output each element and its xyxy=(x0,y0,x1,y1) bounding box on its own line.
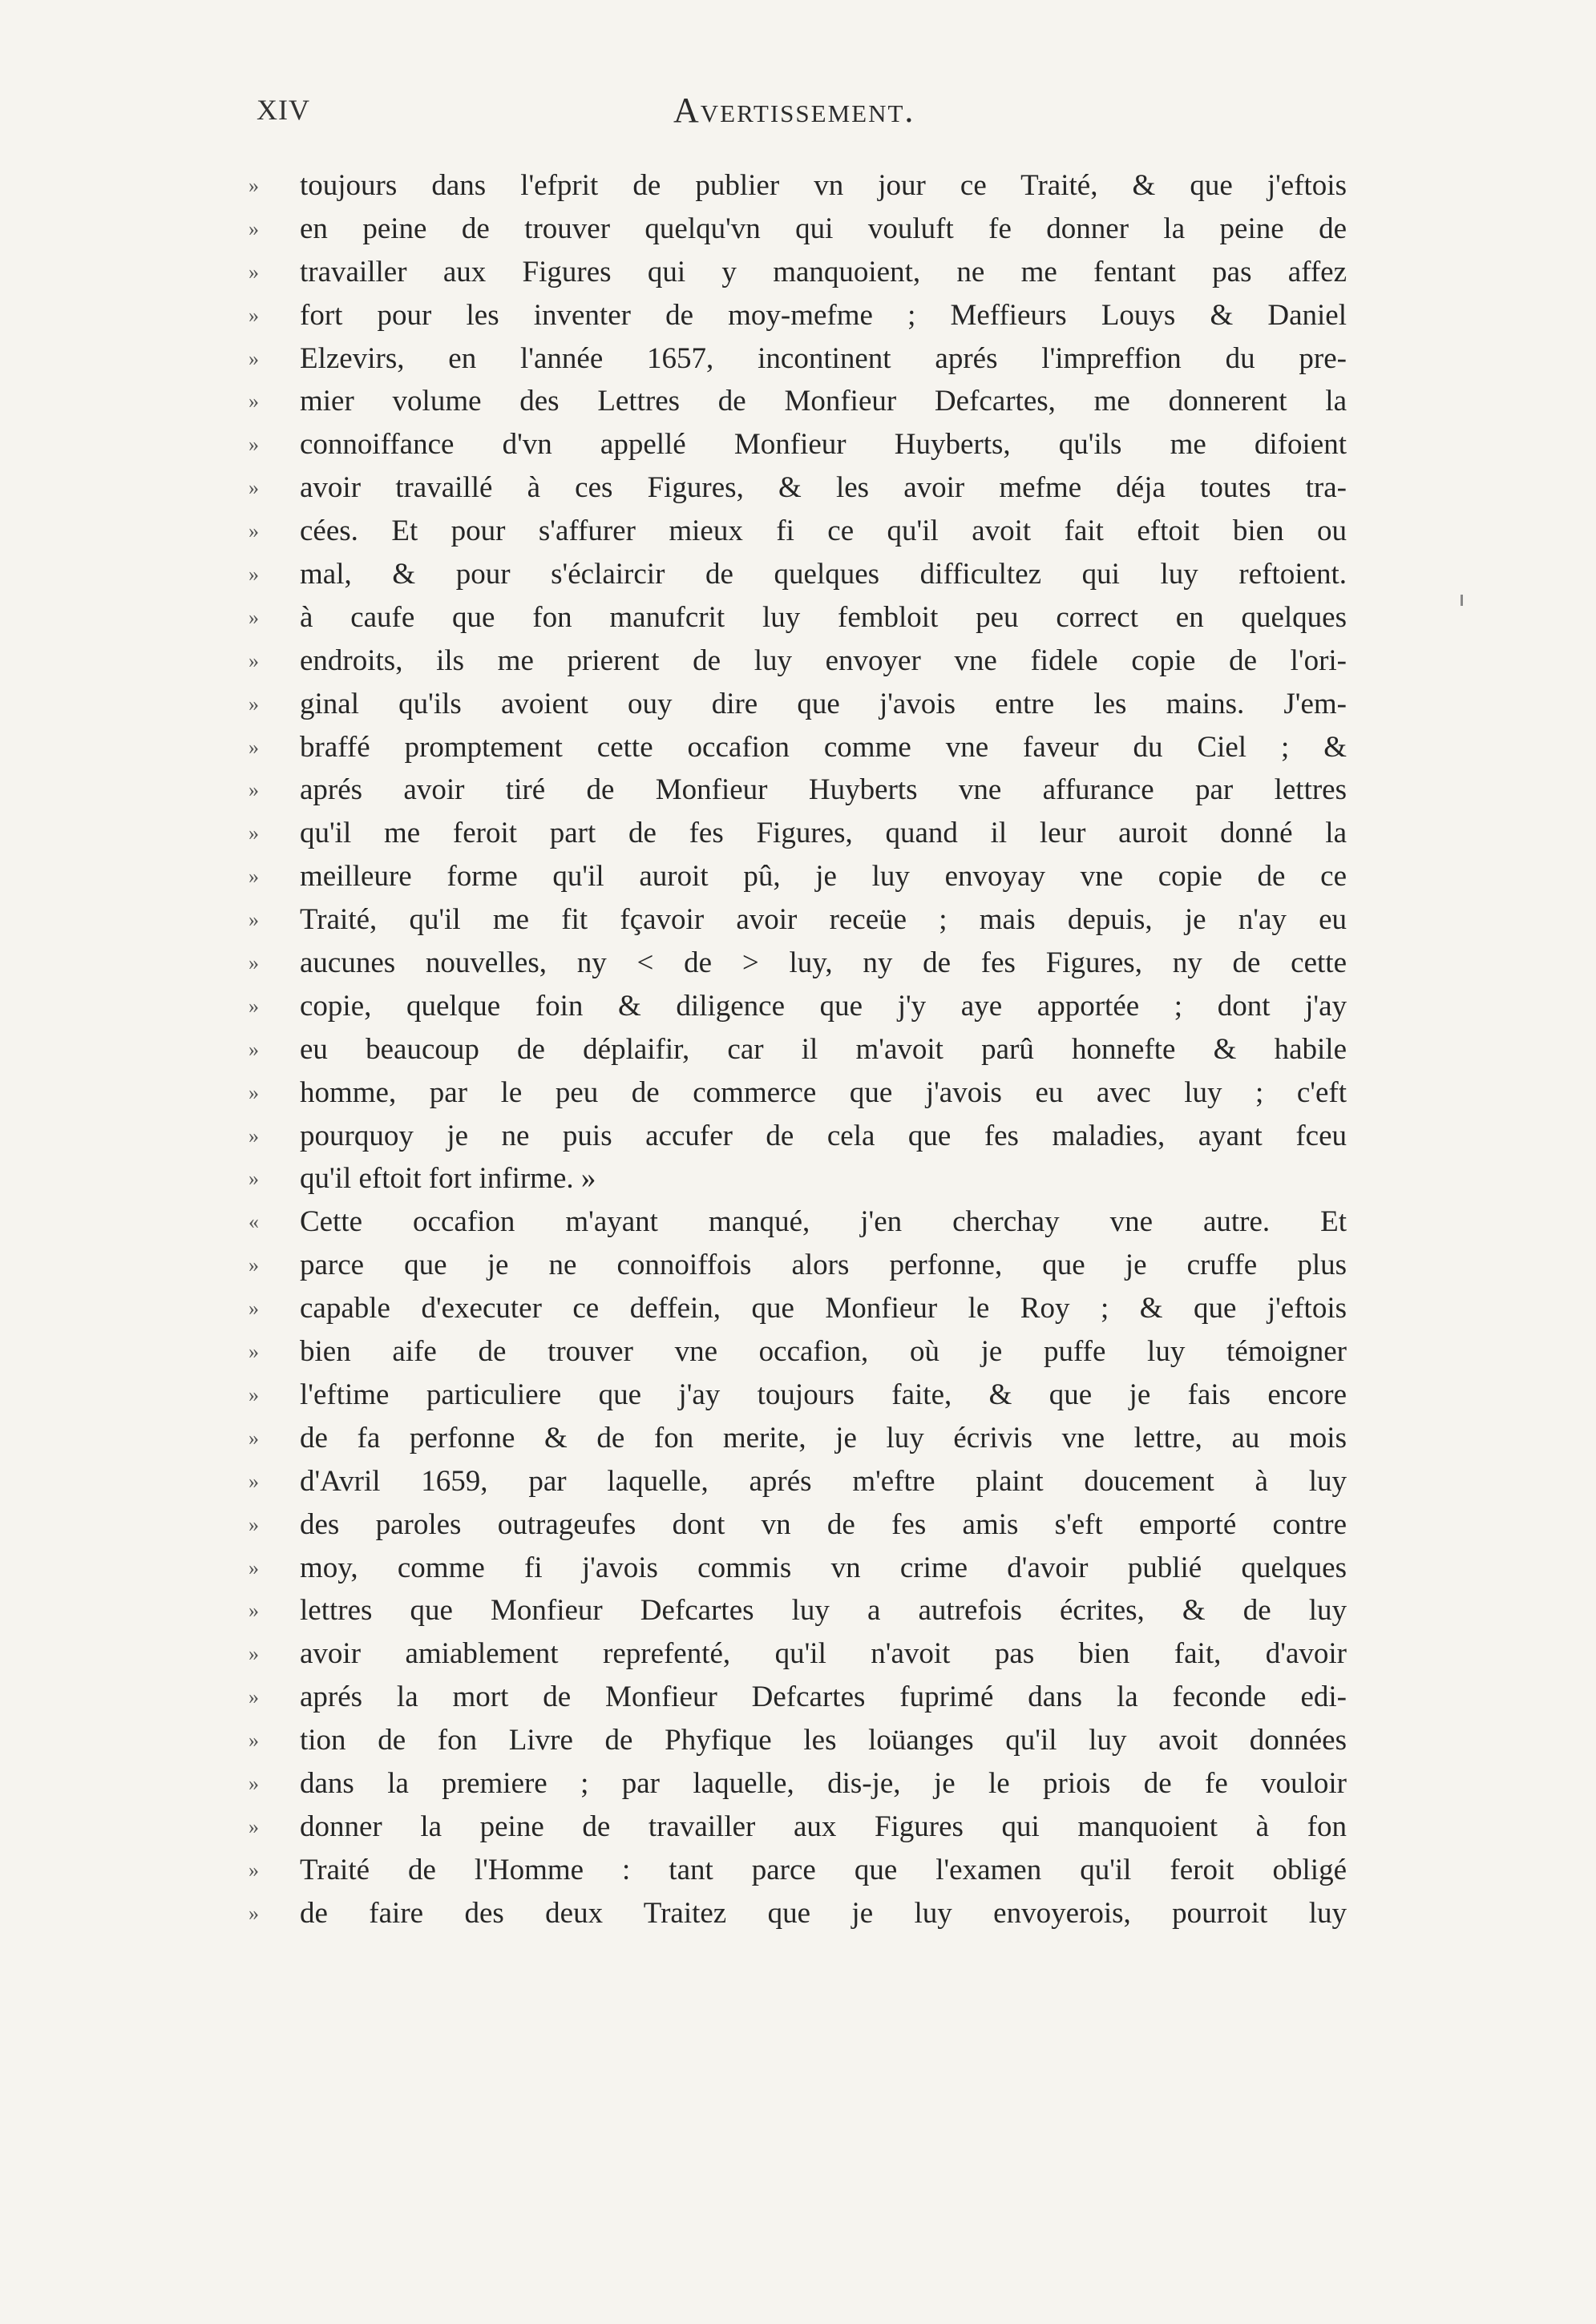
text-line xyxy=(248,251,1347,294)
text-line xyxy=(248,1287,1347,1330)
quote-mark: » xyxy=(248,1297,259,1321)
text-line xyxy=(248,466,1347,510)
line-text: Elzevirs, en l'année 1657, incontinent aprés l'impreffion du pre- xyxy=(300,341,1347,375)
text-line xyxy=(248,1374,1347,1417)
quote-mark: » xyxy=(248,951,259,975)
line-text: ginal qu'ils avoient ouy dire que j'avois entre les mains. J'em- xyxy=(300,687,1347,720)
line-text: cées. Et pour s'affurer mieux fi ce qu'il avoit fait eftoit bien ou xyxy=(300,514,1347,548)
line-text: homme, par le peu de commerce que j'avois eu avec luy ; c'eft xyxy=(300,1075,1347,1109)
text-line xyxy=(248,1028,1347,1071)
text-line xyxy=(248,1806,1347,1849)
line-text: à caufe que fon manufcrit luy fembloit peu correct en quelques xyxy=(300,600,1347,634)
quote-mark: » xyxy=(248,260,259,284)
quote-mark: » xyxy=(248,821,259,845)
line-text: mal, & pour s'éclaircir de quelques difficultez qui luy reftoient. xyxy=(300,558,1347,591)
quote-mark: » xyxy=(248,1382,259,1406)
line-text: bien aife de trouver vne occafion, où je puffe luy témoigner xyxy=(300,1335,1347,1369)
quote-mark: » xyxy=(248,1858,259,1882)
quote-mark: » xyxy=(248,174,259,197)
text-line xyxy=(248,1676,1347,1719)
line-text: moy, comme fi j'avois commis vn crime d'avoir publié quelques xyxy=(300,1551,1347,1584)
quote-mark: » xyxy=(248,1037,259,1061)
quote-mark: » xyxy=(248,216,259,240)
text-line xyxy=(248,1589,1347,1632)
quote-mark: » xyxy=(248,346,259,370)
line-text: braffé promptement cette occafion comme vne faveur du Ciel ; & xyxy=(300,730,1347,764)
text-line xyxy=(248,596,1347,640)
text-line xyxy=(248,208,1347,251)
quote-mark: » xyxy=(248,648,259,672)
quote-mark: » xyxy=(248,778,259,802)
line-text: fort pour les inventer de moy-mefme ; Meffieurs Louys & Daniel xyxy=(300,298,1347,332)
quote-mark: » xyxy=(248,1901,259,1925)
line-text: aucunes nouvelles, ny < de > luy, ny de fes Figures, ny de cette xyxy=(300,946,1347,980)
text-line xyxy=(248,1244,1347,1287)
line-text: avoir amiablement reprefenté, qu'il n'avoit pas bien fait, d'avoir xyxy=(300,1637,1347,1671)
line-text: de fa perfonne & de fon merite, je luy écrivis vne lettre, au mois xyxy=(300,1421,1347,1455)
line-text: aprés avoir tiré de Monfieur Huyberts vne affurance par lettres xyxy=(300,773,1347,807)
text-line xyxy=(248,1157,1347,1200)
quote-mark: » xyxy=(248,1253,259,1277)
quote-mark: » xyxy=(248,605,259,629)
line-text: avoir travaillé à ces Figures, & les avoir mefme déja toutes tra- xyxy=(300,471,1347,505)
line-text: de faire des deux Traitez que je luy envoyerois, pourroit luy xyxy=(300,1896,1347,1930)
line-text: eu beaucoup de déplaifir, car il m'avoit parû honnefte & habile xyxy=(300,1032,1347,1066)
text-line xyxy=(248,683,1347,726)
quote-mark: » xyxy=(248,1469,259,1493)
line-text: meilleure forme qu'il auroit pû, je luy envoyay vne copie de ce xyxy=(300,860,1347,894)
text-line xyxy=(248,423,1347,466)
quote-mark: » xyxy=(248,1599,259,1623)
text-line xyxy=(248,1460,1347,1503)
quote-mark: » xyxy=(248,389,259,414)
quote-mark: » xyxy=(248,1080,259,1104)
quote-mark: » xyxy=(248,433,259,457)
line-text: lettres que Monfieur Defcartes luy a autrefois écrites, & de luy xyxy=(300,1594,1347,1628)
line-text: en peine de trouver quelqu'vn qui vouluft fe donner la peine de xyxy=(300,212,1347,245)
quote-mark: » xyxy=(248,1642,259,1666)
line-text: toujours dans l'efprit de publier vn jour ce Traité, & que j'eftois xyxy=(300,169,1347,202)
line-text: tion de fon Livre de Phyfique les loüanges qu'il luy avoit données xyxy=(300,1724,1347,1757)
text-line xyxy=(248,1200,1347,1244)
quote-mark: » xyxy=(248,1426,259,1450)
line-text: d'Avril 1659, par laquelle, aprés m'eftre plaint doucement à luy xyxy=(300,1464,1347,1498)
text-line xyxy=(248,1892,1347,1935)
text-line xyxy=(248,1719,1347,1762)
text-line xyxy=(248,812,1347,855)
running-head xyxy=(257,90,1347,138)
quote-mark: » xyxy=(248,1729,259,1753)
quote-mark: » xyxy=(248,994,259,1018)
text-line xyxy=(248,1762,1347,1806)
text-line xyxy=(248,1503,1347,1547)
line-text: donner la peine de travailler aux Figures qui manquoient à fon xyxy=(300,1810,1347,1843)
quote-mark: » xyxy=(248,519,259,543)
text-line xyxy=(248,337,1347,381)
line-text: travailler aux Figures qui y manquoient, ne me fentant pas affez xyxy=(300,255,1347,288)
text-line xyxy=(248,294,1347,337)
text-line xyxy=(248,1417,1347,1460)
line-text: endroits, ils me prierent de luy envoyer vne fidele copie de l'ori- xyxy=(300,644,1347,677)
text-line xyxy=(248,726,1347,769)
text-line xyxy=(248,380,1347,423)
text-line xyxy=(248,1115,1347,1158)
line-text: connoiffance d'vn appellé Monfieur Huyberts, qu'ils me difoient xyxy=(300,428,1347,462)
quote-mark: » xyxy=(248,1555,259,1580)
text-line xyxy=(248,898,1347,942)
line-text: des paroles outrageufes dont vn de fes amis s'eft emporté contre xyxy=(300,1507,1347,1541)
quote-mark: » xyxy=(248,1512,259,1536)
line-text: l'eftime particuliere que j'ay toujours faite, & que je fais encore xyxy=(300,1378,1347,1411)
line-text: Traité, qu'il me fit fçavoir avoir receüe ; mais depuis, je n'ay eu xyxy=(300,903,1347,937)
quote-mark: » xyxy=(248,1685,259,1709)
text-line xyxy=(248,510,1347,553)
quote-mark: » xyxy=(248,1124,259,1148)
quote-mark: » xyxy=(248,563,259,587)
quote-mark: » xyxy=(248,1771,259,1795)
text-line xyxy=(248,1330,1347,1374)
quote-mark: » xyxy=(248,303,259,327)
text-line xyxy=(248,553,1347,596)
quote-mark: « xyxy=(248,1210,259,1234)
quote-mark: » xyxy=(248,476,259,500)
line-text: mier volume des Lettres de Monfieur Defcartes, me donnerent la xyxy=(300,385,1347,418)
text-line xyxy=(248,1071,1347,1115)
text-line xyxy=(248,640,1347,683)
line-text: Cette occafion m'ayant manqué, j'en cherchay vne autre. Et xyxy=(300,1205,1347,1239)
line-text: parce que je ne connoiffois alors perfonne, que je cruffe plus xyxy=(300,1249,1347,1282)
text-line xyxy=(248,942,1347,985)
text-line xyxy=(248,1849,1347,1892)
page-title: Avertissement. xyxy=(673,91,915,130)
quote-mark: » xyxy=(248,1167,259,1191)
body-text xyxy=(248,164,1347,1935)
text-line xyxy=(248,1547,1347,1590)
quote-mark: » xyxy=(248,692,259,716)
text-line xyxy=(248,1632,1347,1676)
quote-mark: » xyxy=(248,1814,259,1838)
text-line xyxy=(248,855,1347,898)
line-text: copie, quelque foin & diligence que j'y aye apportée ; dont j'ay xyxy=(300,989,1347,1023)
text-line xyxy=(248,164,1347,208)
quote-mark: » xyxy=(248,1340,259,1364)
line-text: dans la premiere ; par laquelle, dis-je, je le priois de fe vouloir xyxy=(300,1766,1347,1800)
line-text: Traité de l'Homme : tant parce que l'examen qu'il feroit obligé xyxy=(300,1853,1347,1886)
quote-mark: » xyxy=(248,865,259,889)
page-number: XIV xyxy=(257,94,310,126)
line-text: aprés la mort de Monfieur Defcartes fuprimé dans la feconde edi- xyxy=(300,1680,1347,1714)
quote-mark: » xyxy=(248,908,259,932)
text-line xyxy=(248,769,1347,812)
line-text: qu'il me feroit part de fes Figures, quand il leur auroit donné la xyxy=(300,817,1347,850)
stray-mark xyxy=(1461,595,1463,606)
quote-mark: » xyxy=(248,735,259,759)
line-text: pourquoy je ne puis accufer de cela que fes maladies, ayant fceu xyxy=(300,1119,1347,1152)
line-text: capable d'executer ce deffein, que Monfieur le Roy ; & que j'eftois xyxy=(300,1292,1347,1325)
text-line xyxy=(248,985,1347,1028)
line-text: qu'il eftoit fort infirme. » xyxy=(300,1162,596,1196)
